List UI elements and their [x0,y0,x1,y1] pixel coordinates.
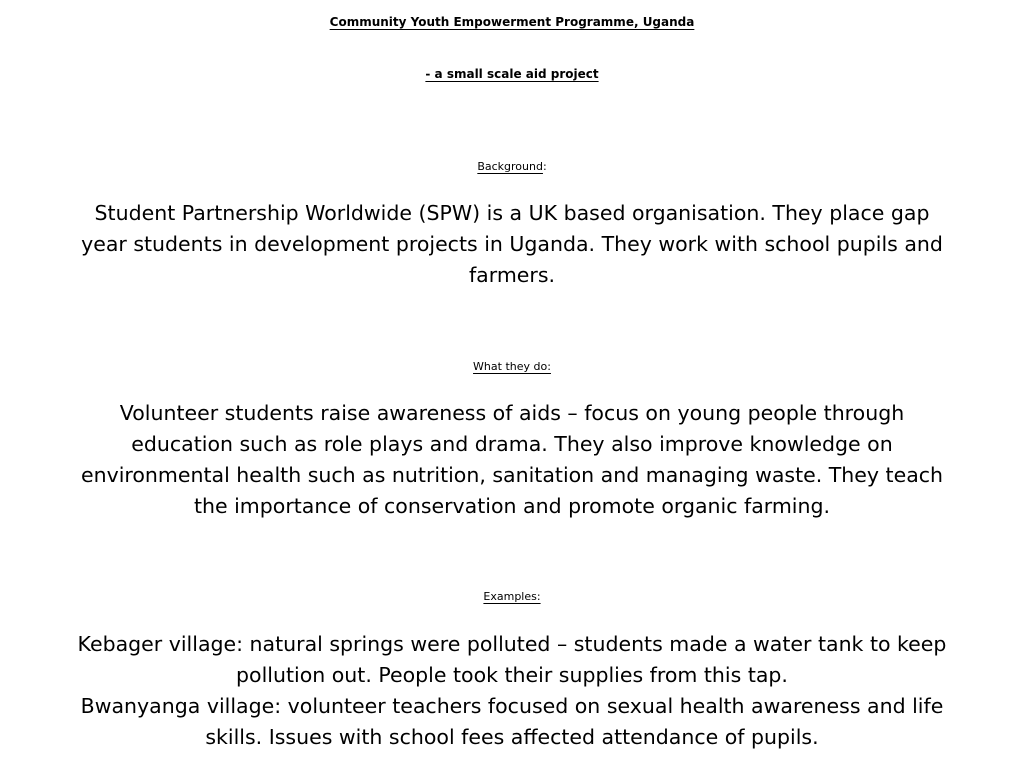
background-line-2: year students in development projects in Uganda. They work with school pupils and [81,232,943,256]
background-heading [0,152,1024,182]
what-they-do-heading [0,352,1024,382]
examples-line-1: Kebager village: natural springs were polluted – students made a water tank to keep [77,632,947,656]
what-they-do-line-1: Volunteer students raise awareness of aids – focus on young people through [119,401,905,425]
background-heading-colon: : [542,160,547,173]
what-they-do-line-4: the importance of conservation and promote organic farming. [193,494,831,518]
examples-line-2: pollution out. People took their supplies from this tap. [236,663,788,687]
title-line-2: - a small scale aid project [425,67,599,81]
examples-paragraph [12,629,1012,753]
what-they-do-line-3: environmental health such as nutrition, sanitation and managing waste. They teach [80,463,944,487]
background-line-1: Student Partnership Worldwide (SPW) is a UK based organisation. They place gap [94,201,930,225]
what-they-do-line-2: education such as role plays and drama. They also improve knowledge on [131,432,893,456]
background-paragraph [12,198,1012,291]
what-they-do-paragraph [12,398,1012,522]
examples-line-3: Bwanyanga village: volunteer teachers focused on sexual health awareness and life [80,694,944,718]
background-heading-text: Background [477,160,543,173]
examples-heading [0,582,1024,612]
what-they-do-heading-text: What they do: [473,360,551,373]
examples-heading-text: Examples: [483,590,541,603]
title-line-1: Community Youth Empowerment Programme, Uganda [329,15,695,29]
background-line-3: farmers. [468,263,556,287]
examples-line-4: skills. Issues with school fees affected attendance of pupils. [205,725,819,749]
